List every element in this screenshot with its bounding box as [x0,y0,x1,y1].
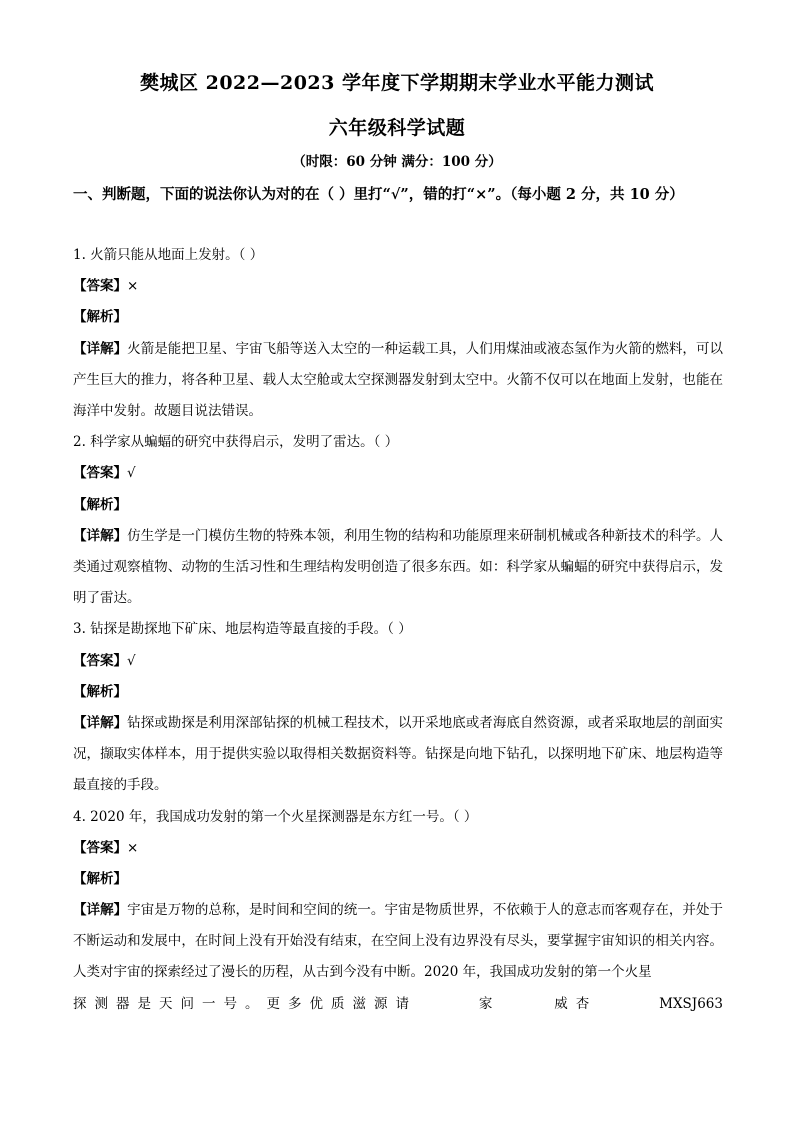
answer-line [73,833,723,864]
analysis-line [73,302,723,333]
question-stem: 4. 2020 年，我国成功发射的第一个火星探测器是东方红一号。（ ） [73,808,478,825]
answer-value: × [127,839,139,856]
detail-text: 钻探或勘探是利用深部钻探的机械工程技术，以开采地底或者海底自然资源，或者采取地层的剖面实况，撷取实体样本，用于提供实验以取得相关数据资料等。钻探是向地下钻孔，以探明地下矿床、地层构造等最直接的手段。 [73,714,724,794]
exam-title: 樊城区 2022—2023 学年度下学期期末学业水平能力测试 [140,72,654,94]
detail-label: 【详解】 [73,714,128,731]
detail-paragraph [73,521,723,615]
detail-text: 仿生学是一门模仿生物的特殊本领，利用生物的结构和功能原理来研制机械或各种新技术的科学。人类通过观察植物、动物的生活习性和生理结构发明创造了很多东西。如：科学家从蝙蝠的研究中获得启示，发明了雷达。 [73,527,724,607]
detail-paragraph [73,334,723,428]
analysis-line [73,864,723,895]
question-stem: 1. 火箭只能从地面上发射。（ ） [73,247,264,263]
analysis-line [73,677,723,708]
answer-value: × [127,278,139,295]
question-block [73,240,723,427]
analysis-label: 【解析】 [73,683,127,700]
exam-subtitle: 六年级科学试题 [328,117,466,139]
detail-text: 火箭是能把卫星、宇宙飞船等送入太空的一种运载工具，人们用煤油或液态氢作为火箭的燃料，可以产生巨大的推力，将各种卫星、载人太空舱或太空探测器发射到太空中。火箭不仅可以在地面上发射，也能在海洋中发射。故题目说法错误。 [73,340,724,419]
answer-label: 【答案】 [73,839,127,856]
time-and-score-limits: （时限：60 分钟 满分：100 分） [292,154,502,170]
last-line-text: 探测器是天问一号。更多优质滋源请 [73,995,417,1012]
question-block [73,614,723,801]
last-line-fragment: 威杏 [554,995,598,1012]
detail-label: 【详解】 [73,340,128,357]
analysis-line [73,490,723,521]
question-stem: 2. 科学家从蝙蝠的研究中获得启示，发明了雷达。（ ） [73,434,399,451]
answer-line [73,458,723,489]
answer-value: √ [127,465,136,482]
question-stem: 3. 钻探是勘探地下矿床、地层构造等最直接的手段。（ ） [73,621,412,638]
question-block [73,802,723,1020]
answer-value: √ [127,652,136,669]
section-heading: 一、判断题，下面的说法你认为对的在（ ）里打“√”，错的打“×”。（每小题 2 分，共 10 分） [73,186,684,203]
detail-label: 【详解】 [73,527,128,544]
last-line-fragment: 家 [478,995,493,1012]
detail-paragraph [73,895,723,989]
analysis-label: 【解析】 [73,870,127,887]
answer-label: 【答案】 [73,465,127,482]
detail-paragraph [73,708,723,802]
question-block [73,427,723,614]
detail-label: 【详解】 [73,902,128,919]
answer-line [73,646,723,677]
answer-line [73,271,723,302]
watermark-code: MXSJ663 [659,995,723,1012]
detail-text: 宇宙是万物的总称，是时间和空间的统一。宇宙是物质世界，不依赖于人的意志而客观存在，并处于不断运动和发展中，在时间上没有开始没有结束，在空间上没有边界没有尽头，要掌握宇宙知识的相关内容。人类对宇宙的探索经过了漫长的历程，从古到今没有中断。2020 年，我国成功发射的第一个火星 [73,902,724,981]
answer-label: 【答案】 [73,278,127,295]
last-line [73,989,723,1020]
analysis-label: 【解析】 [73,496,127,513]
analysis-label: 【解析】 [73,309,127,326]
questions-body [73,240,723,1020]
answer-label: 【答案】 [73,652,127,669]
